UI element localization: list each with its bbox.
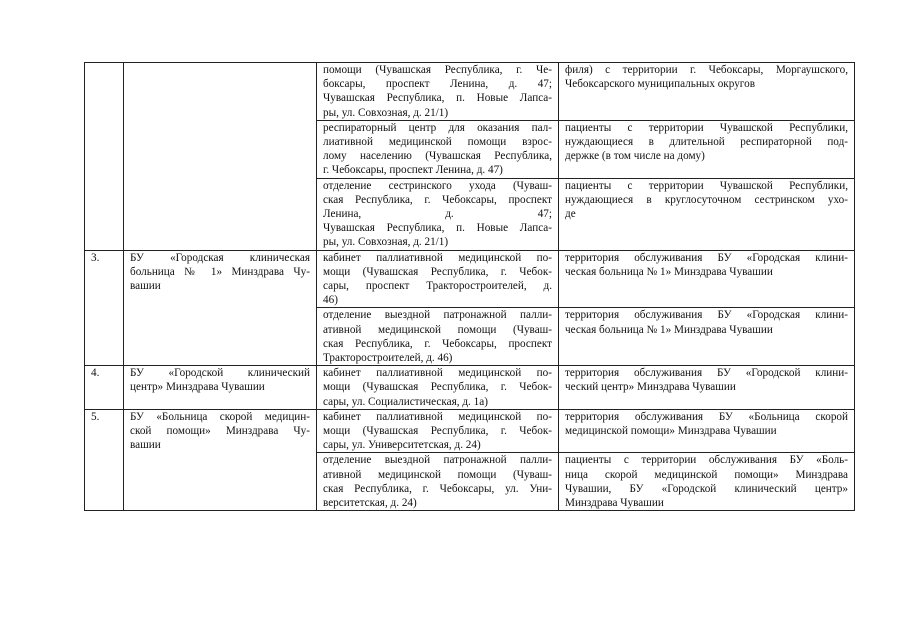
text-line: медицинской помощи» Минздрава Чувашии [565, 425, 777, 438]
text-line: филя) с территории г. Чебоксары, Моргаушского, [565, 64, 848, 76]
text-line: верситетская, д. 24) [323, 497, 417, 510]
document-page [84, 62, 854, 511]
text-line: пациенты с территории Чувашской Республики, [565, 179, 848, 192]
organization-line: ской помощи» Минздрава Чу- [130, 425, 310, 438]
text-line: ативной медицинской помощи (Чуваш- [323, 323, 552, 336]
territory-cell [559, 120, 855, 178]
unit-cell [317, 178, 559, 250]
text-line: ческая больница № 1» Минздрава Чувашии [565, 323, 773, 336]
text-line: де [565, 208, 576, 221]
text-line: пациенты с территории Чувашской Республики, [565, 121, 848, 134]
organization-line: БУ «Городская клиническая [130, 251, 310, 264]
text-line: сары, ул. Социалистическая, д. 1а) [323, 395, 488, 408]
text-line: территория обслуживания БУ «Городская клини- [565, 251, 848, 264]
text-line: нуждающиеся в круглосуточном сестринском ухо- [565, 193, 848, 206]
text-line: Чувашская Республика, п. Новые Лапса- [323, 222, 552, 235]
table-row [85, 409, 855, 453]
territory-cell [559, 178, 855, 250]
territory-cell [559, 366, 855, 410]
text-line: территория обслуживания БУ «Больница скорой [565, 410, 848, 423]
organization-line: больница № 1» Минздрава Чу- [130, 265, 310, 278]
unit-cell [317, 409, 559, 453]
text-line: Минздрава Чувашии [565, 497, 664, 510]
text-line: 46) [323, 294, 338, 307]
text-line: Тракторостроителей, д. 46) [323, 352, 453, 365]
text-line: территория обслуживания БУ «Городская клини- [565, 309, 848, 322]
organization-line: БУ «Больница скорой медицин- [130, 410, 310, 423]
text-line: Чувашская Республика, п. Новые Лапса- [323, 92, 552, 105]
text-line: сары, проспект Тракторостроителей, д. [323, 280, 552, 293]
unit-cell [317, 453, 559, 511]
organization-cell [124, 250, 317, 366]
organization-line: БУ «Городской клинический [130, 367, 310, 380]
text-line: кабинет паллиативной медицинской по- [323, 410, 552, 423]
row-number-cell [85, 409, 124, 510]
territory-cell [559, 453, 855, 511]
text-line: кабинет паллиативной медицинской по- [323, 367, 552, 380]
text-line: Чувашии, БУ «Городской клинический центр» [565, 482, 848, 495]
text-line: Чебоксарского муниципальных округов [565, 78, 755, 91]
text-line: ница скорой медицинской помощи» Минздрава [565, 468, 848, 481]
text-line: пациенты с территории обслуживания БУ «Боль- [565, 454, 848, 467]
text-line: г. Чебоксары, проспект Ленина, д. 47) [323, 164, 503, 177]
text-line: боксары, проспект Ленина, д. 47; [323, 78, 552, 91]
organization-cell [124, 366, 317, 410]
text-line: ская Республика, г. Чебоксары, проспект [323, 193, 552, 206]
table-body [85, 63, 855, 511]
text-line: мощи (Чувашская Республика, г. Чебок- [323, 265, 552, 278]
row-number-cell [85, 366, 124, 410]
row-number-cell [85, 250, 124, 366]
text-line: ская Республика, г. Чебоксары, проспект [323, 337, 552, 350]
text-line: ры, ул. Совхозная, д. 21/1) [323, 106, 449, 119]
text-line: помощи (Чувашская Республика, г. Че- [323, 64, 552, 76]
row-number: 3. [91, 251, 100, 264]
organization-line: вашии [130, 439, 161, 452]
text-line: отделение выездной патронажной палли- [323, 454, 552, 467]
table-row [85, 63, 855, 121]
unit-cell [317, 250, 559, 308]
unit-cell [317, 308, 559, 366]
territory-cell [559, 250, 855, 308]
organization-line: вашии [130, 280, 161, 293]
table-row [85, 366, 855, 410]
row-number: 4. [91, 367, 100, 380]
organization-cell [124, 409, 317, 510]
text-line: ры, ул. Совхозная, д. 21/1) [323, 236, 449, 249]
text-line: лиативной медицинской помощи взрос- [323, 136, 552, 149]
text-line: нуждающиеся в длительной респираторной под- [565, 136, 848, 149]
text-line: респираторный центр для оказания пал- [323, 121, 552, 134]
territory-cell [559, 63, 855, 121]
row-number-cell [85, 63, 124, 251]
text-line: держке (в том числе на дому) [565, 150, 705, 163]
text-line: ческий центр» Минздрава Чувашии [565, 381, 736, 394]
text-line: отделение выездной патронажной палли- [323, 309, 552, 322]
row-number: 5. [91, 410, 100, 423]
unit-cell [317, 120, 559, 178]
text-line: ская Республика, г. Чебоксары, ул. Уни- [323, 482, 552, 495]
organization-cell [124, 63, 317, 251]
text-line: отделение сестринского ухода (Чуваш- [323, 179, 552, 192]
text-line: кабинет паллиативной медицинской по- [323, 251, 552, 264]
text-line: сары, ул. Университетская, д. 24) [323, 439, 481, 452]
organization-line: центр» Минздрава Чувашии [130, 381, 265, 394]
text-line: ческая больница № 1» Минздрава Чувашии [565, 265, 773, 278]
territory-cell [559, 308, 855, 366]
unit-cell [317, 63, 559, 121]
palliative-care-table [84, 62, 855, 511]
text-line: Ленина, д. 47; [323, 208, 552, 221]
territory-cell [559, 409, 855, 453]
unit-cell [317, 366, 559, 410]
table-row [85, 250, 855, 308]
text-line: лому населению (Чувашская Республика, [323, 150, 552, 163]
text-line: мощи (Чувашская Республика, г. Чебок- [323, 381, 552, 394]
text-line: ативной медицинской помощи (Чуваш- [323, 468, 552, 481]
text-line: мощи (Чувашская Республика, г. Чебок- [323, 425, 552, 438]
text-line: территория обслуживания БУ «Городской клини- [565, 367, 848, 380]
